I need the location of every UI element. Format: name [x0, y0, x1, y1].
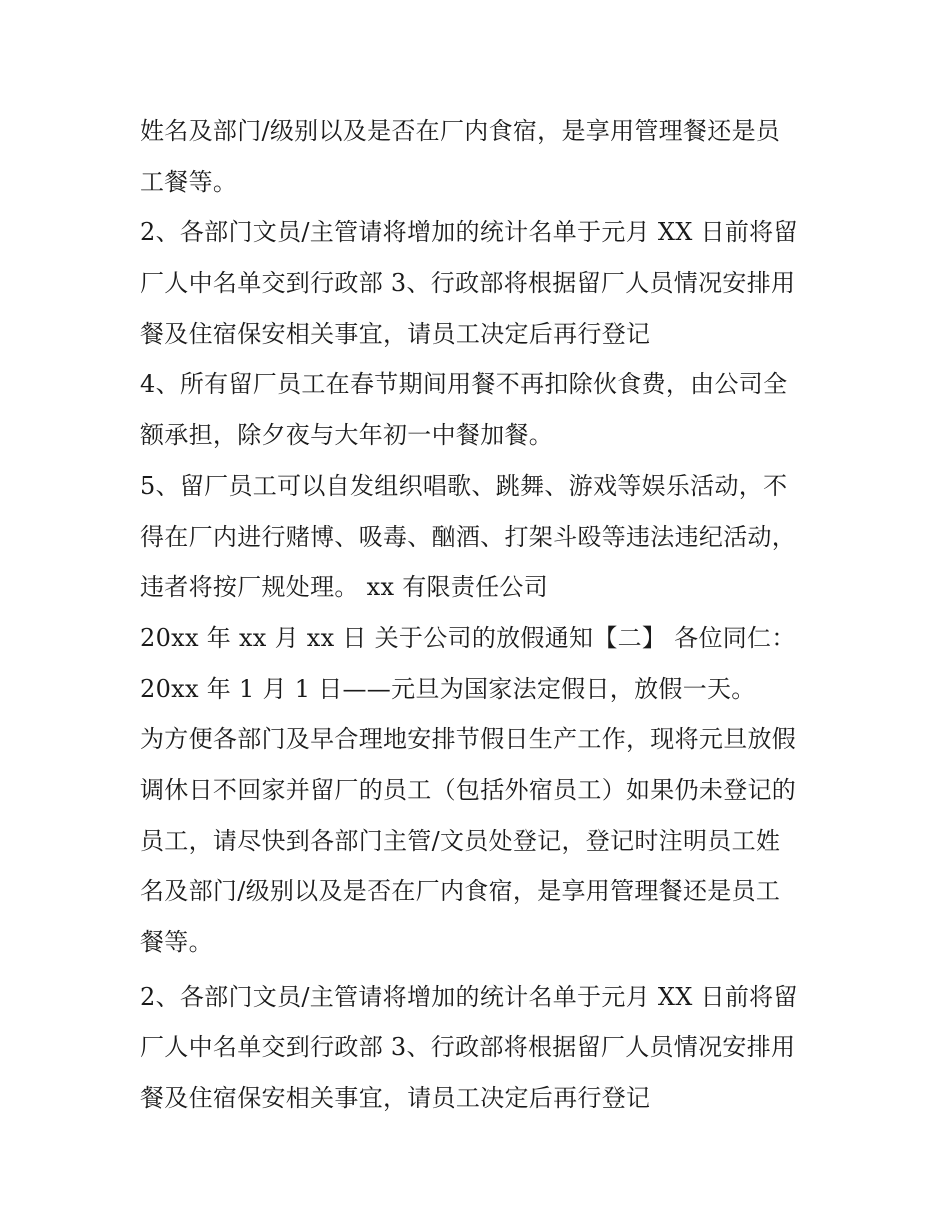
- text-line: 20xx 年 xx 月 xx 日 关于公司的放假通知【二】 各位同仁：: [140, 623, 796, 652]
- text-line: 厂人中名单交到行政部 3、行政部将根据留厂人员情况安排用: [140, 269, 796, 298]
- text-line: 5、留厂员工可以自发组织唱歌、跳舞、游戏等娱乐活动，不: [140, 471, 788, 500]
- text-line: 工餐等。: [140, 167, 238, 196]
- text-line: 得在厂内进行赌博、吸毒、酗酒、打架斗殴等违法违纪活动，: [140, 522, 797, 551]
- text-line: 厂人中名单交到行政部 3、行政部将根据留厂人员情况安排用: [140, 1033, 796, 1062]
- text-line: 20xx 年 1 月 1 日——元旦为国家法定假日，放假一天。: [140, 674, 756, 703]
- text-line: 2、各部门文员/主管请将增加的统计名单于元月 XX 日前将留: [140, 982, 798, 1011]
- text-line: 员工，请尽快到各部门主管/文员处登记，登记时注明员工姓: [140, 826, 781, 855]
- text-line: 餐及住宿保安相关事宜，请员工决定后再行登记: [140, 319, 651, 348]
- text-line: 餐等。: [140, 928, 213, 956]
- document-body: [140, 106, 820, 1124]
- text-line: 名及部门/级别以及是否在厂内食宿，是享用管理餐还是员工: [140, 877, 781, 906]
- text-line: 4、所有留厂员工在春节期间用餐不再扣除伙食费，由公司全: [140, 370, 788, 399]
- text-line: 为方便各部门及早合理地安排节假日生产工作，现将元旦放假: [140, 725, 797, 754]
- text-line: 调休日不回家并留厂的员工（包括外宿员工）如果仍未登记的: [140, 775, 797, 804]
- text-line: 2、各部门文员/主管请将增加的统计名单于元月 XX 日前将留: [140, 218, 798, 247]
- text-line: 餐及住宿保安相关事宜，请员工决定后再行登记: [140, 1084, 651, 1113]
- text-line: 额承担，除夕夜与大年初一中餐加餐。: [140, 421, 554, 450]
- text-line: 姓名及部门/级别以及是否在厂内食宿，是享用管理餐还是员: [140, 117, 781, 145]
- text-line: 违者将按厂规处理。 xx 有限责任公司: [140, 573, 549, 602]
